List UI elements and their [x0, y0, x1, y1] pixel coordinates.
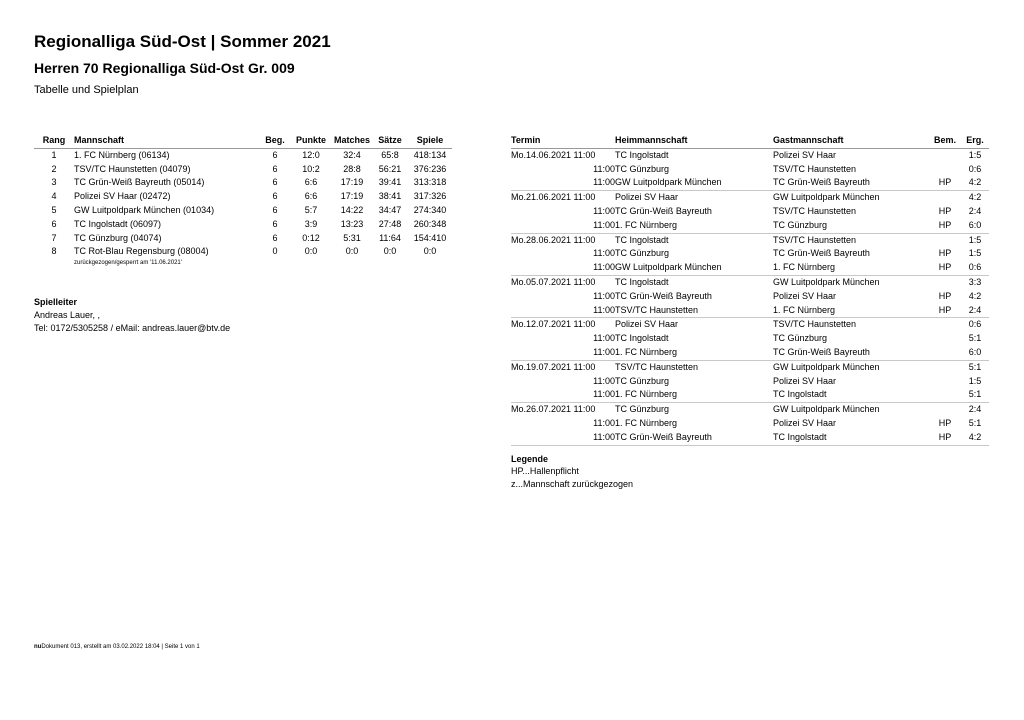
cell-heim: TC Ingolstadt — [615, 233, 773, 247]
cell-heim: TC Günzburg — [615, 248, 670, 259]
col-heim: Heimmannschaft — [615, 134, 773, 148]
cell-bem — [929, 403, 961, 417]
note-spacer — [34, 259, 74, 268]
cell-team: Polizei SV Haar (02472) — [74, 191, 171, 202]
table-row — [34, 148, 452, 162]
cell-heim: TC Ingolstadt — [615, 333, 669, 344]
cell-gast: TSV/TC Haunstetten — [773, 205, 857, 216]
cell-erg: 1:5 — [968, 149, 982, 160]
table-row — [34, 232, 452, 246]
cell-beg: 6 — [272, 149, 278, 160]
col-bem: Bem. — [929, 134, 961, 148]
cell-termin: Mo.19.07.2021 11:00 — [511, 360, 615, 374]
legend-item-hp: HP...Hallenpflicht — [511, 466, 579, 476]
cell-bem: HP — [929, 431, 961, 445]
standings-header-row — [34, 134, 452, 148]
cell-erg: 4:2 — [968, 177, 982, 188]
cell-gast: Polizei SV Haar — [773, 149, 837, 160]
cell-rang: 6 — [51, 218, 57, 229]
cell-gast: TSV/TC Haunstetten — [773, 318, 929, 332]
cell-gast: TC Ingolstadt — [773, 389, 827, 400]
table-row — [511, 375, 989, 389]
cell-gast: GW Luitpoldpark München — [773, 191, 929, 205]
cell-termin: 11:00 — [511, 431, 615, 445]
cell-termin: 11:00 — [593, 205, 615, 216]
table-row — [511, 148, 989, 162]
cell-erg: 4:2 — [968, 290, 982, 301]
cell-bem: HP — [938, 248, 952, 259]
cell-erg: 1:5 — [968, 375, 982, 386]
cell-termin: 11:00 — [593, 375, 615, 386]
cell-termin: 11:00 — [593, 346, 615, 357]
cell-bem — [929, 360, 961, 374]
spielleiter-name: Andreas Lauer, , — [34, 310, 101, 320]
cell-bem — [929, 318, 961, 332]
cell-bem — [929, 275, 961, 289]
cell-matches: 32:4 — [343, 149, 361, 160]
cell-bem — [929, 163, 961, 177]
cell-erg: 0:6 — [968, 163, 982, 174]
cell-punkte: 5:7 — [304, 204, 318, 215]
cell-matches: 14:22 — [340, 204, 364, 215]
cell-termin: Mo.14.06.2021 11:00 — [511, 149, 596, 160]
cell-beg: 6 — [272, 177, 278, 188]
cell-rang: 5 — [51, 204, 57, 215]
cell-erg: 5:1 — [968, 333, 982, 344]
table-row — [34, 218, 452, 232]
col-punkte: Punkte — [290, 134, 332, 148]
cell-erg: 1:5 — [968, 248, 982, 259]
cell-spiele: 260:348 — [413, 218, 447, 229]
cell-erg: 6:0 — [968, 219, 982, 230]
col-beg: Beg. — [260, 134, 290, 148]
cell-team: GW Luitpoldpark München (01034) — [74, 204, 215, 215]
cell-termin: Mo.05.07.2021 11:00 — [511, 275, 615, 289]
footer-text: Dokument 013, erstellt am 03.02.2022 18:04 | Seite 1 von 1 — [41, 644, 200, 650]
cell-bem: HP — [938, 290, 952, 301]
cell-saetze: 34:47 — [378, 204, 402, 215]
cell-matches: 17:19 — [340, 177, 364, 188]
spielleiter-title: Spielleiter — [34, 297, 78, 307]
table-row — [34, 204, 452, 218]
cell-punkte: 10:2 — [302, 163, 320, 174]
cell-heim: 1. FC Nürnberg — [615, 219, 678, 230]
cell-punkte: 3:9 — [304, 218, 318, 229]
cell-erg: 2:4 — [968, 205, 982, 216]
cell-heim: TC Ingolstadt — [615, 275, 773, 289]
league-subtitle: Herren 70 Regionalliga Süd-Ost Gr. 009 — [34, 60, 295, 76]
cell-erg: 2:4 — [961, 403, 989, 417]
spielleiter-block — [34, 297, 230, 335]
cell-bem: HP — [938, 205, 952, 216]
cell-beg: 6 — [272, 204, 278, 215]
col-rang: Rang — [34, 134, 74, 148]
legend-item-z: z...Mannschaft zurückgezogen — [511, 479, 634, 489]
cell-beg: 6 — [272, 232, 278, 243]
col-erg: Erg. — [961, 134, 989, 148]
cell-spiele: 418:134 — [413, 149, 447, 160]
cell-punkte: 0:12 — [302, 232, 320, 243]
table-row — [511, 403, 989, 417]
cell-termin: 11:00 — [593, 177, 615, 188]
cell-gast: GW Luitpoldpark München — [773, 275, 929, 289]
cell-termin: Mo.21.06.2021 11:00 — [511, 191, 615, 205]
col-gast: Gastmannschaft — [773, 134, 929, 148]
withdrawn-note: zurückgezogen/gesperrt am '11.06.2021' — [74, 260, 182, 267]
table-row — [511, 247, 989, 261]
table-row — [34, 176, 452, 190]
cell-heim: TC Günzburg — [615, 403, 773, 417]
cell-termin: 11:00 — [593, 389, 615, 400]
table-row — [511, 332, 989, 346]
cell-gast: TC Günzburg — [773, 219, 828, 230]
cell-rang: 4 — [51, 191, 57, 202]
cell-bem: HP — [938, 262, 952, 273]
cell-heim: 1. FC Nürnberg — [615, 417, 678, 428]
table-row — [511, 205, 989, 219]
cell-team: TC Rot-Blau Regensburg (08004) — [74, 246, 209, 257]
cell-rang: 7 — [51, 232, 57, 243]
cell-erg: 4:2 — [961, 191, 989, 205]
cell-beg: 6 — [272, 163, 278, 174]
cell-gast: GW Luitpoldpark München — [773, 360, 929, 374]
cell-termin: 11:00 — [593, 219, 615, 230]
cell-spiele: 313:318 — [413, 177, 447, 188]
col-mannschaft: Mannschaft — [74, 134, 260, 148]
table-row — [511, 431, 989, 445]
cell-erg: 5:1 — [968, 417, 982, 428]
cell-saetze: 27:48 — [378, 218, 402, 229]
cell-gast: Polizei SV Haar — [773, 375, 837, 386]
cell-rang: 8 — [51, 246, 57, 257]
cell-gast: TC Grün-Weiß Bayreuth — [773, 346, 870, 357]
table-row — [511, 417, 989, 431]
cell-bem — [929, 346, 961, 360]
schedule-header-row — [511, 134, 989, 148]
table-row — [511, 176, 989, 190]
cell-saetze: 11:64 — [379, 232, 401, 243]
cell-bem — [929, 148, 961, 162]
cell-spiele: 0:0 — [423, 246, 437, 257]
cell-termin: 11:00 — [593, 304, 615, 315]
cell-termin: 11:00 — [593, 333, 615, 344]
cell-punkte: 6:6 — [304, 191, 318, 202]
cell-heim: GW Luitpoldpark München — [615, 262, 722, 273]
cell-heim: GW Luitpoldpark München — [615, 177, 722, 188]
table-row — [34, 245, 452, 259]
cell-saetze: 0:0 — [383, 246, 397, 257]
col-termin: Termin — [511, 134, 615, 148]
cell-bem: HP — [938, 219, 952, 230]
cell-termin: 11:00 — [593, 262, 615, 273]
cell-heim: TC Grün-Weiß Bayreuth — [615, 290, 712, 301]
cell-erg: 0:6 — [961, 318, 989, 332]
cell-heim: TC Grün-Weiß Bayreuth — [615, 431, 773, 445]
table-row — [511, 191, 989, 205]
cell-punkte: 0:0 — [304, 246, 318, 257]
cell-bem — [929, 332, 961, 346]
cell-spiele: 274:340 — [413, 204, 447, 215]
legend-title: Legende — [511, 454, 549, 464]
cell-matches: 5:31 — [343, 232, 361, 243]
cell-gast: Polizei SV Haar — [773, 290, 837, 301]
cell-rang: 3 — [51, 177, 57, 188]
cell-gast: TC Günzburg — [773, 333, 828, 344]
col-matches: Matches — [332, 134, 372, 148]
table-row — [34, 163, 452, 177]
cell-saetze: 65:8 — [381, 149, 399, 160]
cell-erg: 4:2 — [961, 431, 989, 445]
spielleiter-contact: Tel: 0172/5305258 / eMail: andreas.lauer@btv.de — [34, 323, 231, 333]
cell-termin: Mo.26.07.2021 11:00 — [511, 403, 615, 417]
cell-spiele: 154:410 — [413, 232, 447, 243]
standings-table — [34, 134, 452, 268]
cell-termin: 11:00 — [593, 417, 615, 428]
cell-bem: HP — [938, 304, 952, 315]
cell-termin: Mo.28.06.2021 11:00 — [511, 233, 615, 247]
cell-termin: Mo.12.07.2021 11:00 — [511, 318, 615, 332]
cell-bem — [929, 388, 961, 402]
cell-bem: HP — [938, 417, 952, 428]
table-row — [511, 219, 989, 233]
cell-saetze: 39:41 — [378, 177, 402, 188]
legend-block — [511, 454, 633, 491]
schedule-table — [511, 134, 989, 446]
table-row — [511, 275, 989, 289]
table-row — [511, 304, 989, 318]
table-row — [511, 346, 989, 360]
table-row — [511, 388, 989, 402]
cell-team: TC Grün-Weiß Bayreuth (05014) — [74, 177, 205, 188]
col-spiele: Spiele — [408, 134, 452, 148]
cell-erg: 0:6 — [968, 262, 982, 273]
cell-gast: GW Luitpoldpark München — [773, 403, 929, 417]
cell-erg: 1:5 — [961, 233, 989, 247]
cell-team: TC Günzburg (04074) — [74, 232, 162, 243]
cell-gast: TSV/TC Haunstetten — [773, 233, 929, 247]
cell-heim: Polizei SV Haar — [615, 191, 773, 205]
cell-punkte: 12:0 — [302, 149, 320, 160]
table-row — [511, 360, 989, 374]
cell-bem — [929, 191, 961, 205]
cell-heim: TC Grün-Weiß Bayreuth — [615, 205, 712, 216]
table-row — [511, 318, 989, 332]
cell-saetze: 56:21 — [378, 163, 402, 174]
cell-team: TSV/TC Haunstetten (04079) — [74, 163, 191, 174]
cell-gast: TC Grün-Weiß Bayreuth — [773, 177, 870, 188]
cell-rang: 1 — [51, 149, 57, 160]
table-row — [34, 190, 452, 204]
cell-gast: 1. FC Nürnberg — [773, 262, 836, 273]
cell-termin: 11:00 — [593, 290, 615, 301]
col-saetze: Sätze — [372, 134, 408, 148]
cell-heim: TC Günzburg — [615, 375, 670, 386]
cell-gast: 1. FC Nürnberg — [773, 304, 836, 315]
cell-heim: Polizei SV Haar — [615, 318, 773, 332]
cell-erg: 5:1 — [968, 389, 982, 400]
table-row — [511, 261, 989, 275]
cell-heim: TSV/TC Haunstetten — [615, 360, 773, 374]
cell-beg: 6 — [272, 218, 278, 229]
footer — [34, 644, 200, 650]
cell-erg: 6:0 — [968, 346, 982, 357]
cell-matches: 28:8 — [343, 163, 361, 174]
cell-team: 1. FC Nürnberg (06134) — [74, 149, 170, 160]
cell-gast: TC Grün-Weiß Bayreuth — [773, 248, 870, 259]
cell-heim: TC Günzburg — [615, 163, 670, 174]
cell-heim: TC Ingolstadt — [615, 149, 669, 160]
cell-heim: TSV/TC Haunstetten — [615, 304, 699, 315]
page-title: Regionalliga Süd-Ost | Sommer 2021 — [34, 32, 331, 51]
cell-erg: 5:1 — [961, 360, 989, 374]
cell-bem: HP — [938, 177, 952, 188]
cell-termin: 11:00 — [593, 248, 615, 259]
cell-saetze: 38:41 — [378, 191, 402, 202]
cell-erg: 2:4 — [968, 304, 982, 315]
cell-punkte: 6:6 — [304, 177, 318, 188]
cell-matches: 13:23 — [340, 218, 364, 229]
cell-bem — [929, 375, 961, 389]
cell-matches: 17:19 — [340, 191, 364, 202]
cell-beg: 6 — [272, 191, 278, 202]
cell-gast: TSV/TC Haunstetten — [773, 163, 857, 174]
cell-spiele: 376:236 — [413, 163, 447, 174]
cell-rang: 2 — [51, 163, 57, 174]
footer-brand: nu — [34, 644, 42, 650]
table-row — [511, 290, 989, 304]
cell-termin: 11:00 — [593, 163, 615, 174]
cell-bem — [929, 233, 961, 247]
cell-gast: TC Ingolstadt — [773, 431, 929, 445]
section-heading: Tabelle und Spielplan — [34, 84, 139, 96]
table-row — [511, 233, 989, 247]
withdrawn-note-row — [34, 259, 452, 268]
cell-heim: 1. FC Nürnberg — [615, 389, 678, 400]
cell-team: TC Ingolstadt (06097) — [74, 218, 162, 229]
cell-spiele: 317:326 — [413, 191, 447, 202]
cell-erg: 3:3 — [961, 275, 989, 289]
cell-heim: 1. FC Nürnberg — [615, 346, 678, 357]
cell-beg: 0 — [272, 246, 278, 257]
table-row — [511, 163, 989, 177]
cell-matches: 0:0 — [345, 246, 359, 257]
cell-gast: Polizei SV Haar — [773, 417, 837, 428]
